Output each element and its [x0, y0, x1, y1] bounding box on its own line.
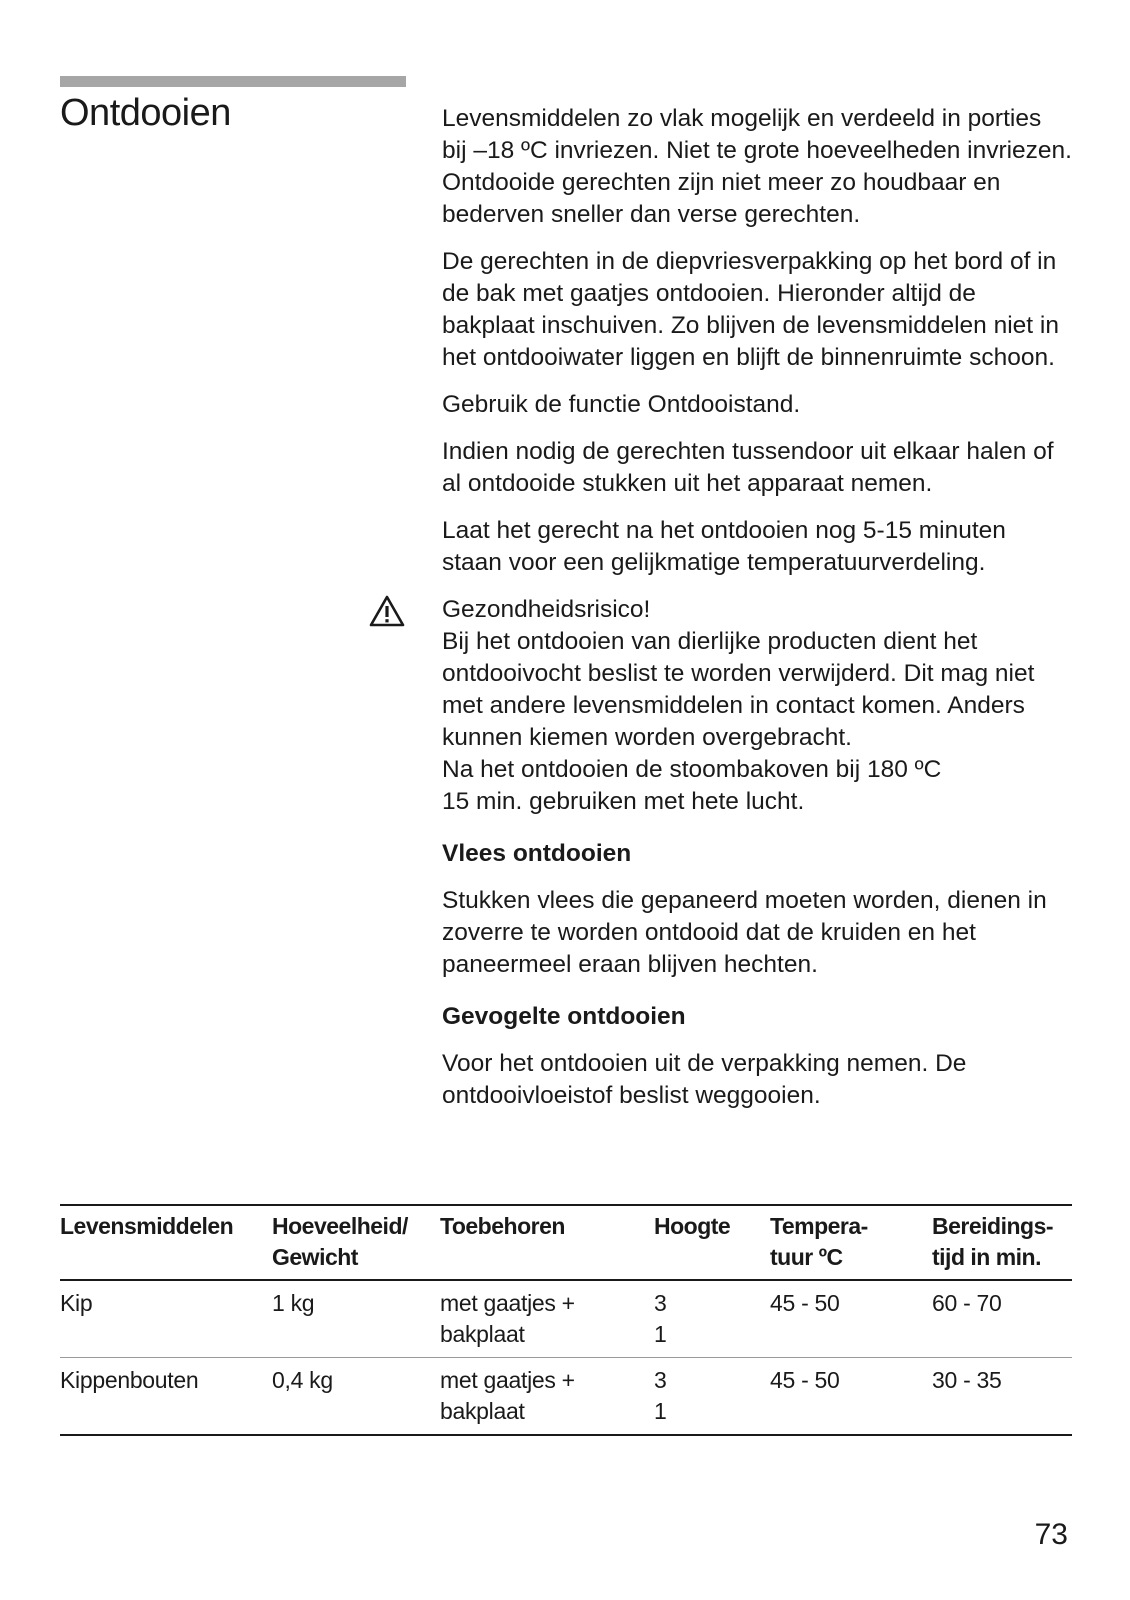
warning-text: Bij het ontdooien van dierlijke producten dient het ontdooivocht beslist te worden verwijderd. Dit mag niet met andere levensmiddelen in contact komen. Anders kunnen kiemen worden overgebracht. [442, 628, 1035, 751]
cell-level: 3 1 [654, 1358, 770, 1436]
paragraph: De gerechten in de diepvriesverpakking op het bord of in de bak met gaatjes ontdooien. Hieronder altijd de bakplaat inschuiven. Zo blijven de levensmiddelen niet in het ontdooiwater liggen en blijft de binnenruimte schoon. [442, 248, 1059, 371]
cell-food: Kip [60, 1280, 272, 1358]
page-number: 73 [1034, 1518, 1068, 1551]
section-heading: Gevogelte ontdooien [442, 1003, 686, 1030]
paragraph: Indien nodig de gerechten tussendoor uit elkaar halen of al ontdooide stukken uit het apparaat nemen. [442, 438, 1054, 497]
table-row [60, 1280, 1072, 1358]
cell-amount: 1 kg [272, 1280, 440, 1358]
warning-triangle-icon [369, 595, 405, 627]
warning-text-line: Na het ontdooien de stoombakoven bij 180 ºC [442, 756, 942, 783]
cell-time: 60 - 70 [932, 1280, 1072, 1358]
cell-level: 3 1 [654, 1280, 770, 1358]
section-gevogelte [442, 1001, 1072, 1112]
page-title: Ontdooien [60, 92, 231, 134]
cell-accessory: met gaatjes + bakplaat [440, 1280, 654, 1358]
section-heading: Vlees ontdooien [442, 840, 632, 867]
column-header-level: Hoogte [654, 1205, 770, 1280]
column-header-temperature: Tempera- tuur ºC [770, 1205, 932, 1280]
column-header-accessory: Toebehoren [440, 1205, 654, 1280]
warning-text-line: 15 min. gebruiken met hete lucht. [442, 788, 805, 815]
column-header-amount: Hoeveelheid/ Gewicht [272, 1205, 440, 1280]
cell-amount: 0,4 kg [272, 1358, 440, 1436]
cell-temperature: 45 - 50 [770, 1358, 932, 1436]
section-text: Voor het ontdooien uit de verpakking nemen. De ontdooivloeistof beslist weggooien. [442, 1050, 967, 1109]
cell-temperature: 45 - 50 [770, 1280, 932, 1358]
cell-time: 30 - 35 [932, 1358, 1072, 1436]
table-row [60, 1358, 1072, 1436]
column-header-food: Levensmiddelen [60, 1205, 272, 1280]
warning-block [442, 594, 1072, 818]
warning-heading: Gezondheidsrisico! [442, 596, 651, 623]
cell-food: Kippenbouten [60, 1358, 272, 1436]
section-text: Stukken vlees die gepaneerd moeten worden, dienen in zoverre te worden ontdooid dat de kruiden en het paneermeel eraan blijven hechten. [442, 887, 1047, 978]
paragraph: Gebruik de functie Ontdooistand. [442, 391, 801, 418]
column-header-time: Bereidings- tijd in min. [932, 1205, 1072, 1280]
paragraph: Levensmiddelen zo vlak mogelijk en verdeeld in porties bij –18 ºC invriezen. Niet te grote hoeveelheden invriezen. Ontdooide gerechten zijn niet meer zo houdbaar en bederven sneller dan verse gerechten. [442, 105, 1072, 228]
paragraph: Laat het gerecht na het ontdooien nog 5-15 minuten staan voor een gelijkmatige temperatuurverdeling. [442, 517, 1006, 576]
main-content [442, 103, 1072, 1132]
defrost-table [60, 1204, 1072, 1436]
section-vlees [442, 838, 1072, 981]
title-rule [60, 76, 406, 87]
cell-accessory: met gaatjes + bakplaat [440, 1358, 654, 1436]
table-header-row [60, 1205, 1072, 1280]
